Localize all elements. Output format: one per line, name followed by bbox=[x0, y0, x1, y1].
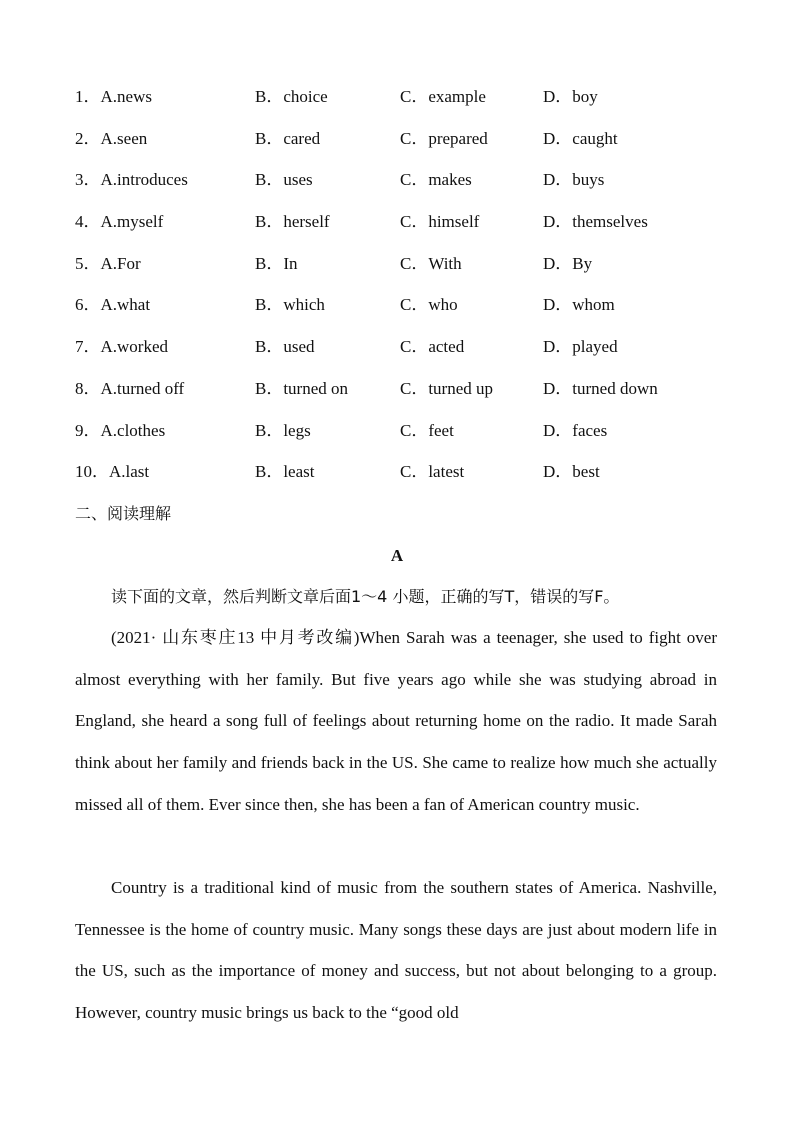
option-row-3 bbox=[0, 168, 794, 210]
option-c: C．acted bbox=[400, 337, 465, 357]
option-a: 7．A.worked bbox=[75, 337, 169, 357]
question-number: 8． bbox=[75, 378, 101, 398]
option-b: B．uses bbox=[255, 170, 313, 190]
option-row-6 bbox=[0, 293, 794, 335]
answer-options-list bbox=[0, 85, 794, 502]
option-d: D．themselves bbox=[543, 212, 648, 232]
instruction-text: 读下面的文章，然后判断文章后面1～4 小题，正确的写T，错误的写F。 bbox=[111, 587, 620, 606]
option-a: 3．A.introduces bbox=[75, 170, 188, 190]
question-number: 2． bbox=[75, 128, 101, 148]
option-row-10 bbox=[0, 460, 794, 502]
option-a: 9．A.clothes bbox=[75, 420, 166, 440]
option-c: C．latest bbox=[400, 462, 465, 482]
option-row-7 bbox=[0, 335, 794, 377]
option-b: B．used bbox=[255, 337, 315, 357]
option-b: B．choice bbox=[255, 87, 328, 106]
option-c: C．makes bbox=[400, 170, 472, 190]
option-d: D．played bbox=[543, 337, 618, 357]
option-d: D．buys bbox=[543, 170, 605, 190]
passage-paragraph-1: (2021· 山东枣庄13 中月考改编)When Sarah was a teenager, she used to fight over almost everything with her family. But five years ago while she was studying abroad in England, she heard a song full of feelings about returning home on the radio. It made Sarah think about her family and friends back in the US. She came to realize how much she actually missed all of them. Ever since then, she has been a fan of American country music. bbox=[75, 628, 717, 814]
question-number: 4． bbox=[75, 212, 101, 232]
option-a: 5．A.For bbox=[75, 253, 141, 273]
option-d: D．best bbox=[543, 462, 600, 482]
option-d: D．whom bbox=[543, 295, 615, 315]
passage-paragraph-2: Country is a traditional kind of music from the southern states of America. Nashville, Tennessee is the home of country music. Many songs these days are just about modern life in the US, such as the importance of money and success, but not about belonging to a group. However, country music brings us back to the “good old bbox=[75, 878, 717, 1023]
question-number: 7． bbox=[75, 337, 101, 357]
option-b: B．cared bbox=[255, 128, 321, 148]
option-c: C．himself bbox=[400, 212, 480, 232]
option-row-1 bbox=[0, 85, 794, 127]
option-b: B．In bbox=[255, 253, 298, 273]
option-d: D．caught bbox=[543, 128, 618, 148]
option-c: C．who bbox=[400, 295, 458, 315]
option-b: B．herself bbox=[255, 212, 330, 232]
option-a: 6．A.what bbox=[75, 295, 151, 315]
option-c: C．turned up bbox=[400, 378, 494, 398]
option-d: D．boy bbox=[543, 87, 598, 106]
option-row-2 bbox=[0, 127, 794, 169]
option-row-9 bbox=[0, 419, 794, 461]
option-b: B．least bbox=[255, 462, 315, 482]
passage-label: A bbox=[390, 546, 404, 565]
option-c: C．prepared bbox=[400, 128, 488, 148]
question-number: 6． bbox=[75, 295, 101, 315]
option-row-5 bbox=[0, 252, 794, 294]
option-d: D．turned down bbox=[543, 378, 658, 398]
option-c: C．example bbox=[400, 87, 486, 106]
question-number: 1． bbox=[75, 87, 101, 106]
option-c: C．feet bbox=[400, 420, 454, 440]
option-row-8 bbox=[0, 377, 794, 419]
question-number: 10． bbox=[75, 462, 109, 482]
section-title: 二、阅读理解 bbox=[75, 504, 172, 523]
question-number: 5． bbox=[75, 253, 101, 273]
option-b: B．legs bbox=[255, 420, 311, 440]
option-a: 1．A.news bbox=[75, 87, 152, 106]
option-a: 2．A.seen bbox=[75, 128, 148, 148]
option-d: D．By bbox=[543, 253, 593, 273]
option-b: B．turned on bbox=[255, 378, 349, 398]
option-a: 4．A.myself bbox=[75, 212, 164, 232]
option-b: B．which bbox=[255, 295, 325, 315]
option-a: 8．A.turned off bbox=[75, 378, 185, 398]
option-a: 10．A.last bbox=[75, 462, 150, 482]
option-d: D．faces bbox=[543, 420, 608, 440]
question-number: 3． bbox=[75, 170, 101, 190]
option-c: C．With bbox=[400, 253, 462, 273]
option-row-4 bbox=[0, 210, 794, 252]
question-number: 9． bbox=[75, 420, 101, 440]
